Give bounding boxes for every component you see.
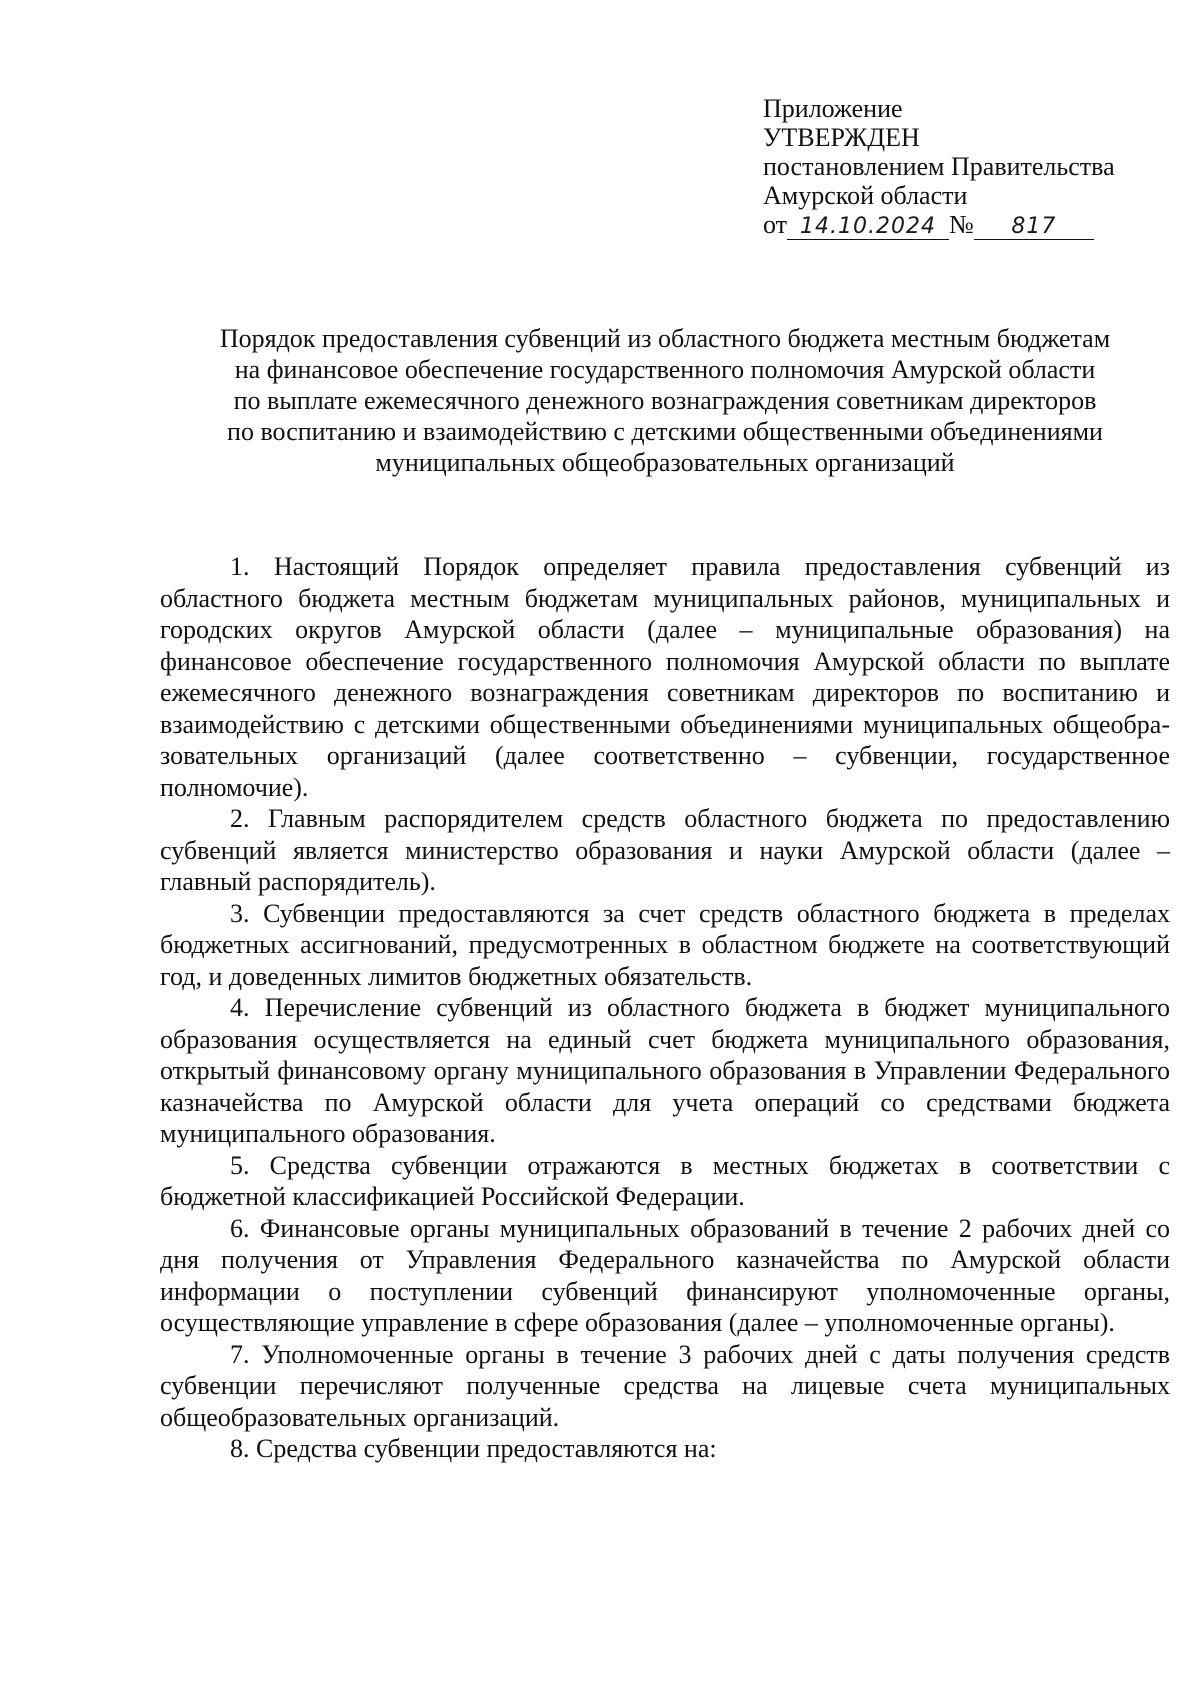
approval-number-label: № bbox=[949, 210, 974, 239]
approval-decree-label: постановлением Правительства bbox=[763, 152, 1115, 181]
paragraph-2: 2. Главным распорядителем средств областного бюджета по предоставлению субвенций является министерство образования и науки Амурской области (далее – главный распорядитель). bbox=[160, 804, 1170, 896]
title-line: по воспитанию и взаимодействию с детскими общественными объединениями bbox=[227, 417, 1103, 446]
approval-date-field bbox=[787, 213, 949, 240]
approval-approved-label: УТВЕРЖДЕН bbox=[763, 123, 920, 152]
approval-date-handwritten: 14.10.2024 bbox=[800, 214, 937, 239]
approval-number-field bbox=[974, 213, 1094, 240]
approval-number-handwritten: 817 bbox=[1011, 214, 1057, 239]
paragraph-4: 4. Перечисление субвенций из областного бюджета в бюджет муниципального образования осуществляется на единый счет бюджета муниципального образования, открытый финансовому органу муниципального образования в Управлении Федерального казначейства по Амурской области для учета операций со средствами бюджета муниципального образования. bbox=[160, 993, 1170, 1148]
paragraph-5: 5. Средства субвенции отражаются в местных бюджетах в соответствии с бюджетной классификацией Российской Федерации. bbox=[160, 1150, 1170, 1211]
approval-region-label: Амурской области bbox=[763, 181, 968, 210]
paragraph-3: 3. Субвенции предоставляются за счет средств областного бюджета в пределах бюджетных ассигнований, предусмотренных в областном бюджете на соответствующий год, и доведенных лимитов бюджетных обязательств. bbox=[160, 898, 1170, 991]
title-line: муниципальных общеобразовательных организаций bbox=[375, 448, 955, 477]
paragraph-8: 8. Средства субвенции предоставляются на: bbox=[230, 1434, 717, 1463]
title-line: Порядок предоставления субвенций из областного бюджета местным бюджетам bbox=[219, 324, 1111, 353]
paragraph-6: 6. Финансовые органы муниципальных образований в течение 2 рабочих дней со дня получения от Управления Федерального казначейства по Амурской области информации о поступлении субвенций финансируют уполномоченные органы, осуществляющие управление в сфере образования (далее – уполномоченные органы). bbox=[160, 1213, 1170, 1337]
approval-from-label: от bbox=[763, 210, 788, 239]
title-line: по выплате ежемесячного денежного вознаграждения советникам директоров bbox=[233, 386, 1097, 415]
paragraph-1: 1. Настоящий Порядок определяет правила предоставления субвенций из областного бюджета местным бюджетам муниципальных районов, муниципальных и городских округов Амурской области (далее – муниципальные образования) на финансовое обеспечение государственного полномочия Амурской области по выплате ежемесячного денежного вознаграждения советникам директоров по воспитанию и взаимодействию с детскими общественными объединениями муниципальных общеобразовательных организаций (далее соответственно – субвенции, государственное полномочие). bbox=[160, 552, 1170, 802]
document-body bbox=[160, 551, 1170, 1465]
approval-date-number-line bbox=[763, 210, 1183, 240]
document-title bbox=[140, 323, 1190, 478]
paragraph-7: 7. Уполномоченные органы в течение 3 рабочих дней с даты получения средств субвенции перечисляют полученные средства на лицевые счета муниципальных общеобразовательных организаций. bbox=[160, 1339, 1170, 1432]
approval-appendix-label: Приложение bbox=[763, 94, 903, 123]
approval-stamp-block bbox=[763, 94, 1183, 240]
title-line: на финансовое обеспечение государственного полномочия Амурской области bbox=[234, 355, 1096, 384]
